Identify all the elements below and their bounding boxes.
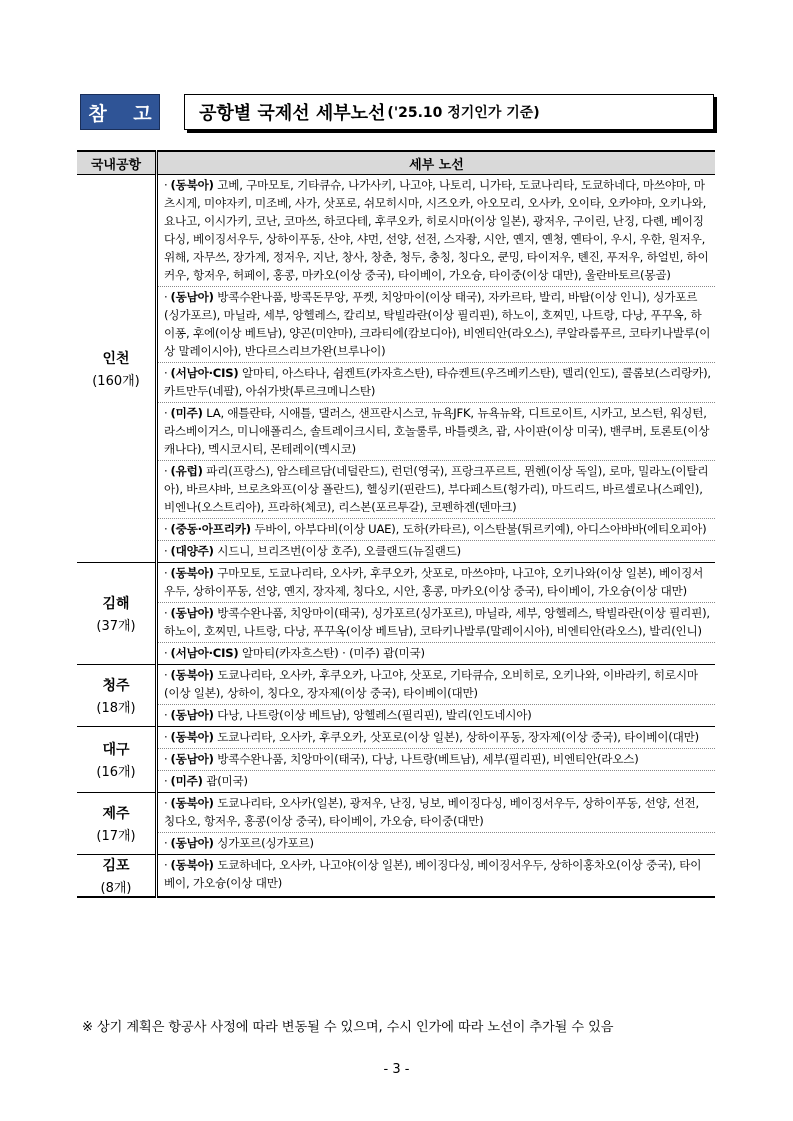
routes-table [77, 150, 715, 898]
route-count: (17개) [96, 829, 136, 844]
route-count: (37개) [96, 619, 136, 634]
airport-name: 김해 [102, 596, 130, 612]
region-group [158, 603, 715, 643]
bullet-icon: · [164, 708, 168, 722]
bullet-icon: · [164, 858, 168, 872]
route-list: 도쿄나리타, 오사카(일본), 광저우, 난징, 닝보, 베이징다싱, 베이징서우두, 상하이푸동, 선양, 선전, 칭다오, 항저우, 홍콩(이상 중국), 타이베이, 가오슝, 타이중(대만) [164, 796, 700, 828]
bullet-icon: · [164, 796, 168, 810]
route-list: 방콕수완나품, 치앙마이(태국), 싱가포르(싱가포르), 마닐라, 세부, 앙헬레스, 탁빌라란(이상 필리핀), 하노이, 호찌민, 나트랑, 다낭, 푸꾸옥(이상 베트남), 코타키나발루(말레이시아), 비엔티안(라오스), 발리(인니) [164, 606, 710, 638]
region-group [158, 403, 715, 461]
route-count: (18개) [96, 701, 136, 716]
region-group [158, 287, 715, 363]
footnote: ※ 상기 계획은 항공사 사정에 따라 변동될 수 있으며, 수시 인가에 따라 노선이 추가될 수 있음 [82, 1020, 614, 1035]
col-airport-header: 국내공항 [77, 151, 157, 175]
table-row [77, 793, 715, 855]
region-label: (유럽) [170, 464, 203, 478]
routes-cell [157, 727, 716, 793]
table-row [77, 563, 715, 665]
page-title: 공항별 국제선 세부노선 [199, 103, 386, 124]
bullet-icon: · [164, 752, 168, 766]
route-list: 시드니, 브리즈번(이상 호주), 오클랜드(뉴질랜드) [213, 544, 461, 558]
routes-cell [157, 855, 716, 898]
region-group [158, 665, 715, 705]
region-group [158, 749, 715, 771]
region-label: (서남아·CIS) [170, 366, 239, 380]
region-label: (동북아) [170, 796, 214, 810]
region-label: (동남아) [170, 836, 214, 850]
region-label: (동북아) [170, 178, 214, 192]
region-group [158, 727, 715, 749]
region-group [158, 563, 715, 603]
airport-name: 제주 [102, 806, 130, 822]
region-group [158, 855, 715, 894]
title-box [184, 94, 714, 130]
route-list: LA, 애틀란타, 시애틀, 댈러스, 샌프란시스코, 뉴욕JFK, 뉴욕뉴왁, 디트로이트, 시카고, 보스턴, 워싱턴, 라스베이거스, 미니애폴리스, 솔트레이크시티, 호놀룰루, 바틀렛츠, 괌, 사이판(이상 미국), 밴쿠버, 토론토(이상 캐나다), 멕시코시티, 몬테레이(멕시코) [164, 406, 710, 456]
route-list: 도쿄나리타, 오사카, 후쿠오카, 나고야, 삿포로, 기타큐슈, 오비히로, 오키나와, 이바라키, 히로시마(이상 일본), 상하이, 칭다오, 장자제(이상 중국), 타이베이(대만) [164, 668, 698, 700]
route-list: 도쿄나리타, 오사카, 후쿠오카, 삿포로(이상 일본), 상하이푸동, 장자제(이상 중국), 타이베이(대만) [213, 730, 699, 744]
region-label: (미주) [170, 774, 203, 788]
airport-name: 김포 [102, 858, 130, 874]
bullet-icon: · [164, 668, 168, 682]
route-list: 도쿄하네다, 오사카, 나고야(이상 일본), 베이징다싱, 베이징서우두, 상하이홍차오(이상 중국), 타이베이, 가오슝(이상 대만) [164, 858, 702, 890]
bullet-icon: · [164, 178, 168, 192]
airport-cell [77, 175, 157, 563]
bullet-icon: · [164, 406, 168, 420]
reference-badge: 참 고 [80, 94, 160, 130]
bullet-icon: · [164, 646, 168, 660]
route-list: 방콕수완나품, 방콕돈무앙, 푸켓, 치앙마이(이상 태국), 자카르타, 발리, 바탐(이상 인니), 싱가포르(싱가포르), 마닐라, 세부, 앙헬레스, 칼리보, 탁빌라란(이상 필리핀), 하노이, 호찌민, 나트랑, 다낭, 푸꾸옥, 하이퐁, 후에(이상 베트남), 양곤(미얀마), 크라티에(캄보디아), 비엔티안(라오스), 쿠알라룸푸르, 코타키나발루(이상 말레이시아), 반다르스리브가완(브루나이) [164, 290, 711, 358]
airport-name: 대구 [102, 742, 130, 758]
route-list: 두바이, 아부다비(이상 UAE), 도하(카타르), 이스탄불(튀르키예), 아디스아바바(에티오피아) [250, 522, 707, 536]
routes-table-body [77, 175, 715, 898]
route-list: 싱가포르(싱가포르) [213, 836, 314, 850]
region-label: (동남아) [170, 290, 214, 304]
route-list: 괌(미국) [202, 774, 248, 788]
page-number: - 3 - [383, 1062, 410, 1077]
routes-cell [157, 665, 716, 727]
region-label: (동북아) [170, 858, 214, 872]
airport-cell [77, 727, 157, 793]
bullet-icon: · [164, 522, 168, 536]
region-label: (미주) [170, 406, 203, 420]
table-row [77, 855, 715, 898]
bullet-icon: · [164, 544, 168, 558]
airport-cell [77, 793, 157, 855]
route-count: (8개) [100, 881, 132, 896]
region-group [158, 793, 715, 833]
bullet-icon: · [164, 606, 168, 620]
route-list: 구마모토, 도쿄나리타, 오사카, 후쿠오카, 삿포로, 마쓰야마, 나고야, 오키나와(이상 일본), 베이징서우두, 상하이푸동, 선양, 옌지, 장자제, 칭다오, 시안, 홍콩, 마카오(이상 중국), 타이베이, 가오슝(이상 대만) [164, 566, 704, 598]
region-group [158, 175, 715, 287]
region-label: (동북아) [170, 566, 214, 580]
region-group [158, 519, 715, 541]
col-routes-header: 세부 노선 [157, 151, 716, 175]
region-label: (동북아) [170, 668, 214, 682]
bullet-icon: · [164, 566, 168, 580]
routes-cell [157, 175, 716, 563]
region-label: (서남아·CIS) [170, 646, 239, 660]
region-label: (동남아) [170, 708, 214, 722]
route-list: 알마티, 아스타나, 쉼켄트(카자흐스탄), 타슈켄트(우즈베키스탄), 델리(인도), 콜롬보(스리랑카), 카트만두(네팔), 아쉬가밧(투르크메니스탄) [164, 366, 711, 398]
routes-cell [157, 563, 716, 665]
region-label: (동북아) [170, 730, 214, 744]
airport-name: 청주 [102, 678, 130, 694]
airport-name: 인천 [102, 351, 130, 367]
airport-cell [77, 563, 157, 665]
region-group [158, 833, 715, 854]
region-group [158, 643, 715, 664]
table-row [77, 727, 715, 793]
route-list: 고베, 구마모토, 기타큐슈, 나가사키, 나고야, 나토리, 니가타, 도쿄나리타, 도쿄하네다, 마쓰야마, 마츠시게, 미야자키, 미조베, 사가, 삿포로, 쉬모히시마, 시즈오카, 아오모리, 오사카, 오이타, 오카야마, 오키나와, 요나고, 이시가키, 코난, 코마쓰, 하코다테, 후쿠오카, 히로시마(이상 일본), 광저우, 구이린, 난징, 다롄, 베이징다싱, 베이징서우두, 상하이푸동, 산야, 샤먼, 선양, 선전, 스자좡, 시안, 옌지, 옌청, 옌타이, 우시, 우한, 원저우, 위해, 자무쓰, 장가계, 정저우, 지난, 창사, 창춘, 청두, 충칭, 칭다오, 쿤밍, 타이저우, 톈진, 푸저우, 하얼빈, 하이커우, 항저우, 허페이, 홍콩, 마카오(이상 중국), 타이베이, 가오슝, 타이중(이상 대만), 울란바토르(몽골) [164, 178, 709, 282]
bullet-icon: · [164, 836, 168, 850]
region-label: (동남아) [170, 752, 214, 766]
route-list: 방콕수완나품, 치앙마이(태국), 다낭, 나트랑(베트남), 세부(필리핀), 비엔티안(라오스) [213, 752, 639, 766]
region-group [158, 363, 715, 403]
table-row [77, 665, 715, 727]
bullet-icon: · [164, 730, 168, 744]
region-group [158, 705, 715, 726]
bullet-icon: · [164, 366, 168, 380]
airport-cell [77, 855, 157, 898]
bullet-icon: · [164, 290, 168, 304]
bullet-icon: · [164, 774, 168, 788]
bullet-icon: · [164, 464, 168, 478]
region-group [158, 771, 715, 792]
region-group [158, 461, 715, 519]
region-label: (중동·아프리카) [170, 522, 251, 536]
route-list: 파리(프랑스), 암스테르담(네덜란드), 런던(영국), 프랑크푸르트, 뮌헨(이상 독일), 로마, 밀라노(이탈리아), 바르샤바, 브로츠와프(이상 폴란드), 헬싱키(핀란드), 부다페스트(헝가리), 마드리드, 바르셀로나(스페인), 비엔나(오스트리아), 프라하(체코), 리스본(포르투갈), 코펜하겐(덴마크) [164, 464, 709, 514]
route-count: (160개) [92, 374, 140, 389]
region-label: (동남아) [170, 606, 214, 620]
region-group [158, 541, 715, 562]
table-row [77, 175, 715, 563]
region-label: (대양주) [170, 544, 214, 558]
airport-cell [77, 665, 157, 727]
route-count: (16개) [96, 765, 136, 780]
page-title-sub: ('25.10 정기인가 기준) [387, 105, 540, 121]
routes-cell [157, 793, 716, 855]
page-header [80, 94, 714, 132]
route-list: 알마티(카자흐스탄) · (미주) 괌(미국) [238, 646, 425, 660]
route-list: 다낭, 나트랑(이상 베트남), 앙헬레스(필리핀), 발리(인도네시아) [213, 708, 532, 722]
